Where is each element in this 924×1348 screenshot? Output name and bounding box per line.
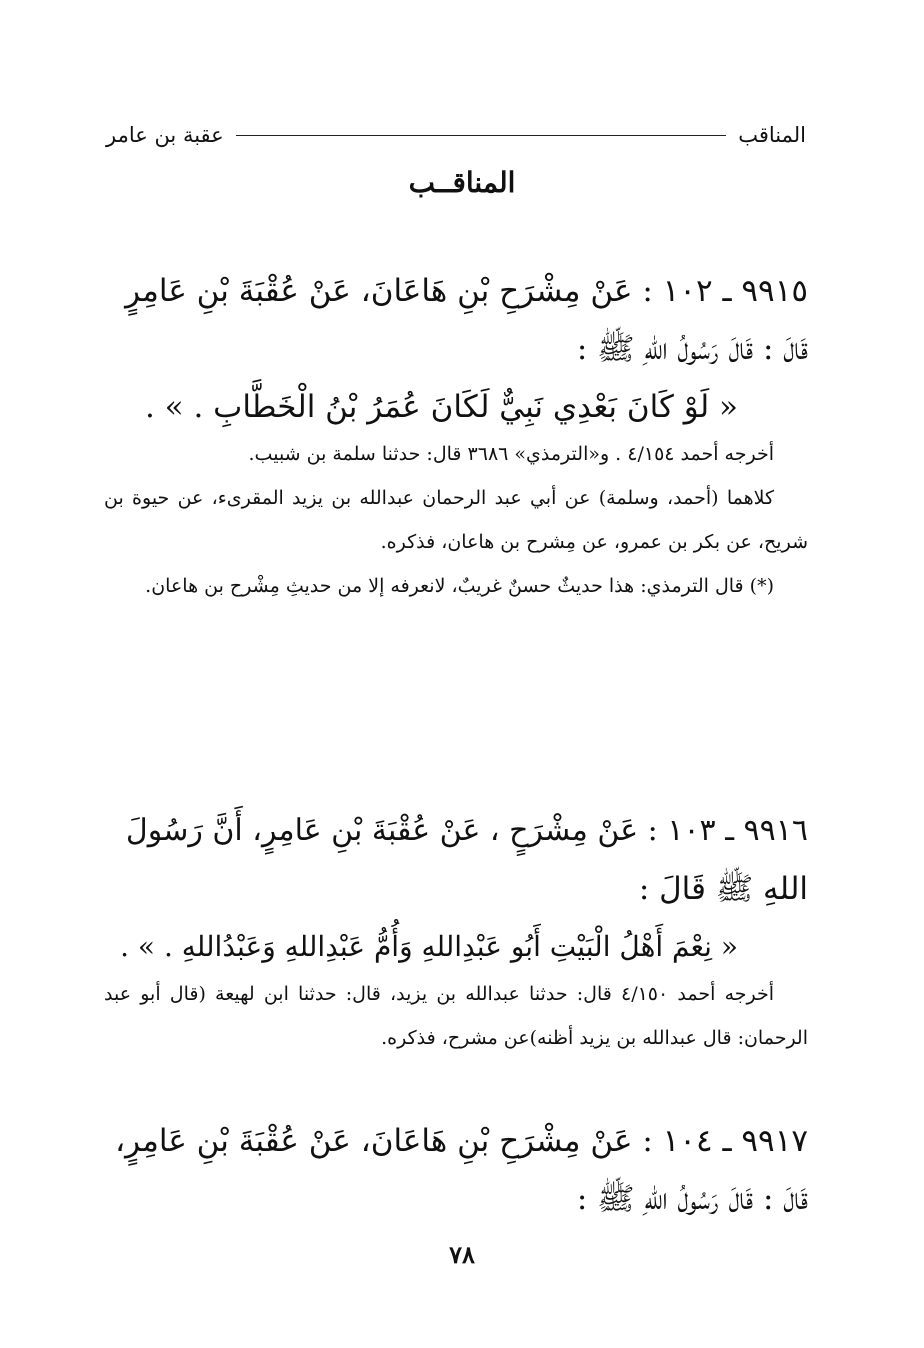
chapter-title: المناقــب — [408, 166, 516, 199]
page-number: ٧٨ — [449, 1240, 475, 1269]
hadith-line: قَالَ : قَالَ رَسُولُ اللهِ ﷺ : — [576, 331, 808, 367]
hadith-quote: « نِعْمَ أَهْلُ الْبَيْتِ أَبُو عَبْدِاللهِ وَأُمُّ عَبْدِاللهِ وَعَبْدُاللهِ . » . — [120, 930, 738, 963]
takhrij-note — [104, 972, 808, 1060]
hadith-text — [104, 802, 808, 976]
hadith-line: ٩٩١٦ ـ ١٠٣ : عَنْ مِشْرَحٍ ، عَنْ عُقْبَةَ بْنِ عَامِرٍ، أَنَّ رَسُولَ — [125, 813, 808, 848]
hadith-line: قَالَ : قَالَ رَسُولُ اللهِ ﷺ : — [576, 1181, 808, 1217]
running-header-name: عقبة بن عامر — [106, 123, 224, 147]
hadith-text — [104, 1112, 808, 1228]
header-rule — [236, 135, 727, 136]
note-paragraph: (*) قال الترمذي: هذا حديثٌ حسنٌ غريبٌ، لانعرفه إلا من حديثِ مِشْرح بن هاعان. — [145, 575, 774, 597]
takhrij-note — [104, 432, 808, 608]
hadith-line: ٩٩١٥ ـ ١٠٢ : عَنْ مِشْرَحِ بْنِ هَاعَانَ، عَنْ عُقْبَةَ بْنِ عَامِرٍ — [125, 273, 808, 309]
note-paragraph: أخرجه أحمد ٤/١٥٠ قال: حدثنا عبدالله بن يزيد، قال: حدثنا ابن لهيعة (قال أبو عبد الرحمان: قال عبدالله بن يزيد أظنه)عن مشرح، فذكره. — [104, 983, 808, 1049]
note-paragraph: كلاهما (أحمد، وسلمة) عن أبي عبد الرحمان عبدالله بن يزيد المقرىء، عن حيوة بن شريح، عن بكر بن عمرو، عن مِشرح بن هاعان، فذكره. — [104, 487, 808, 553]
note-paragraph: أخرجه أحمد ٤/١٥٤ . و«الترمذي» ٣٦٨٦ قال: حدثنا سلمة بن شبيب. — [248, 443, 774, 465]
hadith-quote: « لَوْ كَانَ بَعْدِي نَبِيٌّ لَكَانَ عُمَرُ بْنُ الْخَطَّابِ . » . — [144, 389, 738, 425]
running-header-section: المناقب — [738, 123, 806, 147]
hadith-text — [104, 262, 808, 436]
running-header — [106, 118, 806, 152]
hadith-line: اللهِ ﷺ قَالَ : — [638, 871, 808, 907]
hadith-line: ٩٩١٧ ـ ١٠٤ : عَنْ مِشْرَحِ بْنِ هَاعَانَ، عَنْ عُقْبَةَ بْنِ عَامِرٍ، — [115, 1123, 808, 1159]
